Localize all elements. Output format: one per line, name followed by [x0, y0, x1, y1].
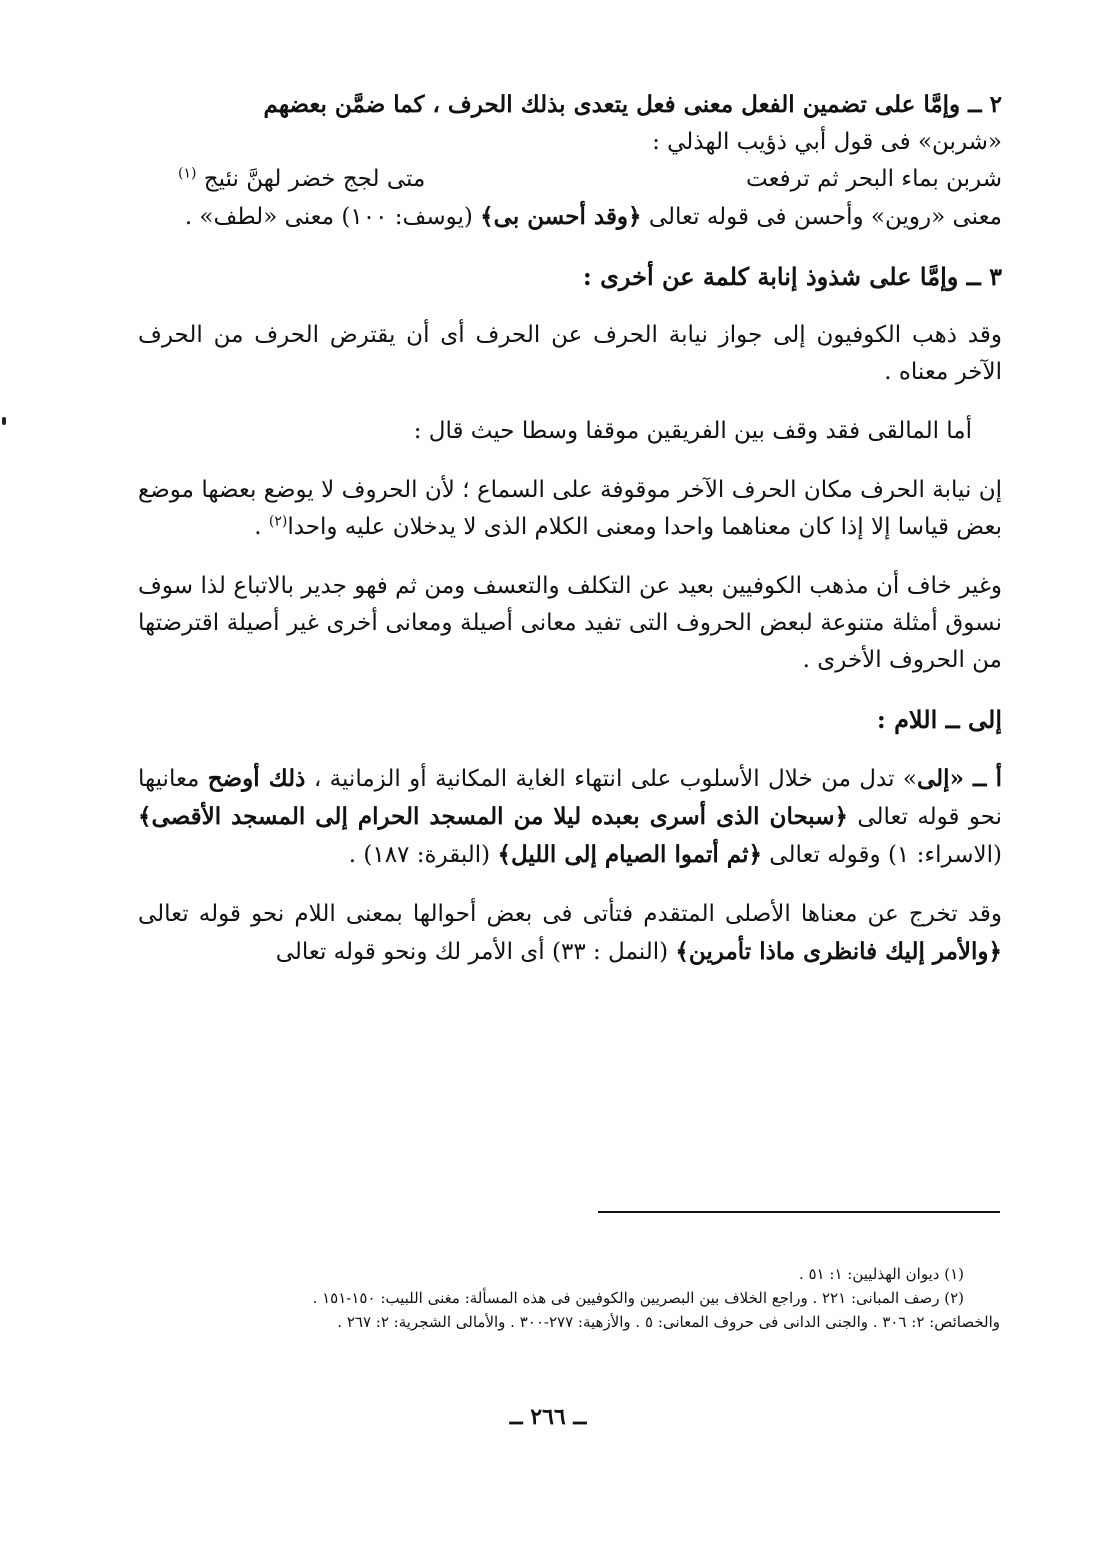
page-number: ــ ٢٦٦ ــ — [509, 1404, 587, 1430]
paragraph-kufiyun: وقد ذهب الكوفيون إلى جواز نيابة الحرف عن الحرف أى أن يقترض الحرف من الحرف الآخر معناه . — [138, 322, 1002, 385]
footnote-ref-1: (١) — [178, 165, 197, 182]
paragraph-ila-lam: وقد تخرج عن معناها الأصلى المتقدم فتأتى فى بعض أحوالها بمعنى اللام نحو قوله تعالى ﴿والأمر إليك فانظرى ماذا تأمرين﴾ (النمل : ٣٣) أى الأمر لك ونحو قوله تعالى — [138, 901, 1002, 965]
verse-second-hemistich: متى لجج خضر لهنَّ نئيج $^{(١)}$ — [178, 165, 426, 192]
paragraph-niyaba: إن نيابة الحرف مكان الحرف الآخر موقوفة على السماع ؛ لأن الحروف لا يوضع بعضها موضع بعض قياسا إلا إذا كان معناهما واحدا ومعنى الكلام الذى لا يدخلان عليه واحدا$^{(٢)}$ . — [138, 477, 1002, 540]
quran-quote-baqara: ﴿ثم أتموا الصيام إلى الليل﴾ — [497, 841, 762, 868]
footnote-2: (٢) رصف المبانى: ٢٢١ . وراجع الخلاف بين البصريين والكوفيين فى هذه المسألة: مغنى اللبيب: ١٥٠-١٥١ . — [312, 1289, 964, 1307]
quran-quote-yusuf: ﴿وقد أحسن بى﴾ — [480, 203, 642, 230]
footnotes — [138, 1262, 1000, 1334]
footnote-1: (١) ديوان الهذليين: ١: ٥١ . — [798, 1265, 964, 1283]
paragraph-tadmin — [138, 86, 1002, 161]
verse-first-hemistich: شربن بماء البحر ثم ترفعت — [746, 166, 1002, 192]
point-2-line2: «شربن» فى قول أبي ذؤيب الهذلي : — [652, 129, 1002, 155]
quran-quote-naml: ﴿والأمر إليك فانظرى ماذا تأمرين﴾ — [675, 938, 1002, 965]
footnote-2-continued: والخصائص: ٢: ٣٠٦ . والجنى الدانى فى حروف المعانى: ٥ . والأزهية: ٢٧٧-٣٠٠ . والأمالى الشجرية: ٢: ٢٦٧ . — [337, 1313, 1000, 1331]
paragraph-rawayn: معنى «روين» وأحسن فى قوله تعالى ﴿وقد أحسن بى﴾ (يوسف: ١٠٠) معنى «لطف» . — [184, 203, 1002, 230]
point-2-heading: ٢ ــ وإمَّا على تضمين الفعل معنى فعل يتعدى بذلك الحرف ، كما ضمَّن بعضهم — [263, 91, 1002, 118]
point-3-heading: ٣ ــ وإمَّا على شذوذ إنابة كلمة عن أخرى : — [582, 262, 1002, 291]
section-heading-ila-lam: إلى ــ اللام : — [876, 705, 1002, 734]
main-text — [138, 86, 1002, 971]
poetry-verse — [138, 161, 1002, 198]
paragraph-ila-meaning: أ ــ «إلى» تدل من خلال الأسلوب على انتهاء الغاية المكانية أو الزمانية ، ذلك أوضح معانيها نحو قوله تعالى ﴿سبحان الذى أسرى بعبده ليلا من المسجد الحرام إلى المسجد الأقصى﴾ (الاسراء: ١) وقوله تعالى ﴿ثم أتموا الصيام إلى الليل﴾ (البقرة: ١٨٧) . — [138, 765, 1003, 868]
paragraph-ghayr-khaf: وغير خاف أن مذهب الكوفيين بعيد عن التكلف والتعسف ومن ثم فهو جدير بالاتباع لذا سوف نسوق أمثلة متنوعة لبعض الحروف التى تفيد معانى أصيلة ومعانى أخرى غير أصيلة اقترضتها من الحروف الأخرى . — [138, 573, 1002, 673]
footnote-ref-2: (٢) — [268, 513, 288, 530]
scan-mark — [2, 417, 6, 425]
footnote-separator — [598, 1211, 1000, 1213]
paragraph-maliqi: أما المالقى فقد وقف بين الفريقين موقفا وسطا حيث قال : — [413, 418, 972, 444]
quran-quote-isra: ﴿سبحان الذى أسرى بعبده ليلا من المسجد الحرام إلى المسجد الأقصى﴾ — [138, 803, 848, 830]
ila-term: إلى — [916, 765, 950, 792]
